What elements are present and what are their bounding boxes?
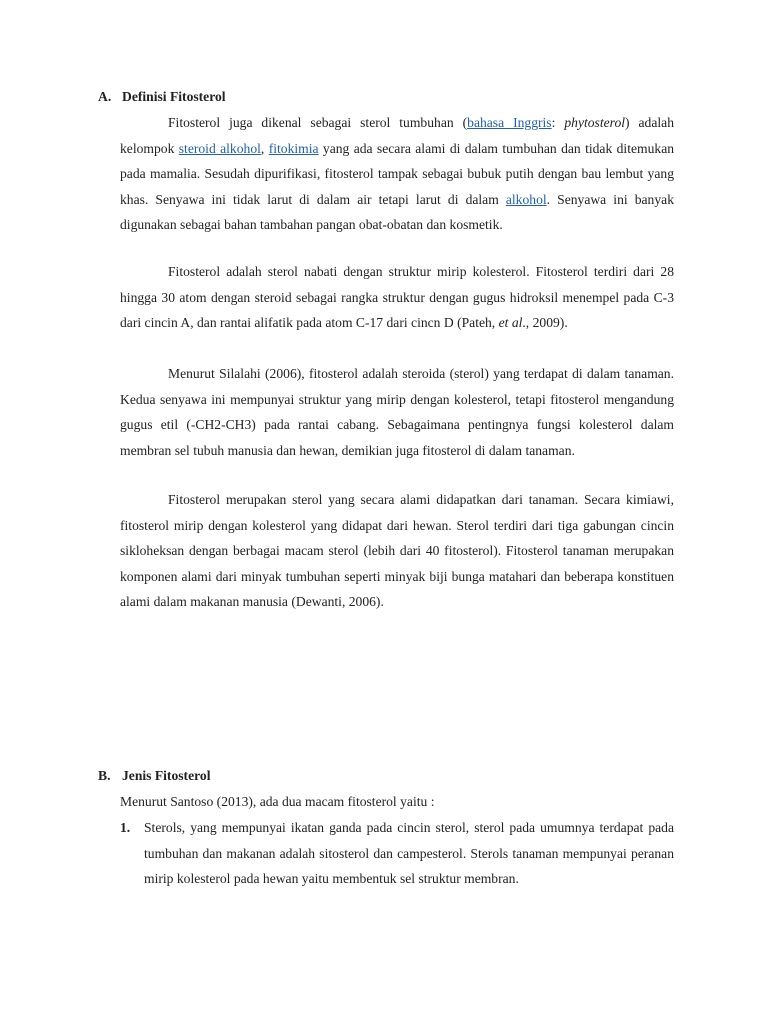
section-b-intro: Menurut Santoso (2013), ada dua macam fitosterol yaitu :: [120, 794, 435, 809]
section-a-paragraph-1: [120, 110, 674, 238]
paragraph-text: Fitosterol juga dikenal sebagai sterol tumbuhan (: [168, 115, 468, 130]
italic-term: phytosterol: [564, 115, 626, 130]
italic-term: et al: [498, 315, 523, 330]
section-a-paragraph-3: Menurut Silalahi (2006), fitosterol adalah steroida (sterol) yang terdapat di dalam tanaman. Kedua senyawa ini mempunyai struktur yang mirip dengan kolesterol, tetapi fitosterol mengandung gugus etil (-CH2-CH3) pada rantai cabang. Sebagaimana pentingnya fungsi kolesterol dalam membran sel tubuh manusia dan hewan, demikian juga fitosterol di dalam tanaman.: [120, 366, 674, 458]
section-b-letter: B.: [98, 768, 111, 783]
section-a-letter: A.: [98, 89, 112, 104]
paragraph-text: :: [551, 115, 565, 130]
section-a-title: Definisi Fitosterol: [122, 89, 226, 104]
section-b-heading: [98, 766, 678, 786]
link-alkohol[interactable]: alkohol: [505, 191, 547, 207]
paragraph-text: Fitosterol adalah sterol nabati dengan struktur mirip kolesterol. Fitosterol terdiri dari 28 hingga 30 atom dengan steroid sebagai rangka struktur dengan gugus hidroksil menempel pada C-3 dari cincin A, dan rantai alifatik pada atom C-17 dari cincn D (Pateh,: [120, 264, 674, 330]
section-a-paragraph-4: Fitosterol merupakan sterol yang secara alami didapatkan dari tanaman. Secara kimiawi, fitosterol mirip dengan kolesterol yang didapat dari hewan. Sterol terdiri dari tiga gabungan cincin sikloheksan dengan berbagai macam sterol (lebih dari 40 fitosterol). Fitosterol tanaman merupakan komponen alami dari minyak tumbuhan seperti minyak biji bunga matahari dan beberapa konstituen alami dalam makanan manusia (Dewanti, 2006).: [120, 492, 674, 609]
paragraph-text: ) adalah kelompok: [120, 115, 674, 156]
list-item-number: 1.: [120, 820, 131, 835]
section-b-title: Jenis Fitosterol: [122, 768, 211, 783]
paragraph-text: yang ada secara alami di dalam tumbuhan dan tidak ditemukan pada mamalia. Sesudah dipurifikasi, fitosterol tampak sebagai bubuk putih dengan bau lembut yang khas. Senyawa ini tidak larut di dalam air tetapi larut di dalam: [120, 140, 675, 207]
paragraph-text: ., 2009).: [522, 315, 568, 330]
link-steroid-alkohol[interactable]: steroid alkohol: [178, 140, 261, 156]
paragraph-text: ,: [260, 140, 269, 156]
link-bahasa-inggris[interactable]: bahasa Inggris: [467, 115, 552, 130]
list-item: [120, 815, 674, 892]
section-a-paragraph-2: [120, 259, 674, 336]
section-a-heading: [98, 87, 678, 107]
link-fitokimia[interactable]: fitokimia: [268, 140, 319, 156]
list-item-text: Sterols, yang mempunyai ikatan ganda pada cincin sterol, sterol pada umumnya terdapat pada tumbuhan dan makanan adalah sitosterol dan campesterol. Sterols tanaman mempunyai peranan mirip kolesterol pada hewan yaitu membentuk sel struktur membran.: [144, 820, 674, 886]
paragraph-text: . Senyawa ini banyak digunakan sebagai bahan tambahan pangan obat-obatan dan kosmetik.: [120, 191, 674, 232]
